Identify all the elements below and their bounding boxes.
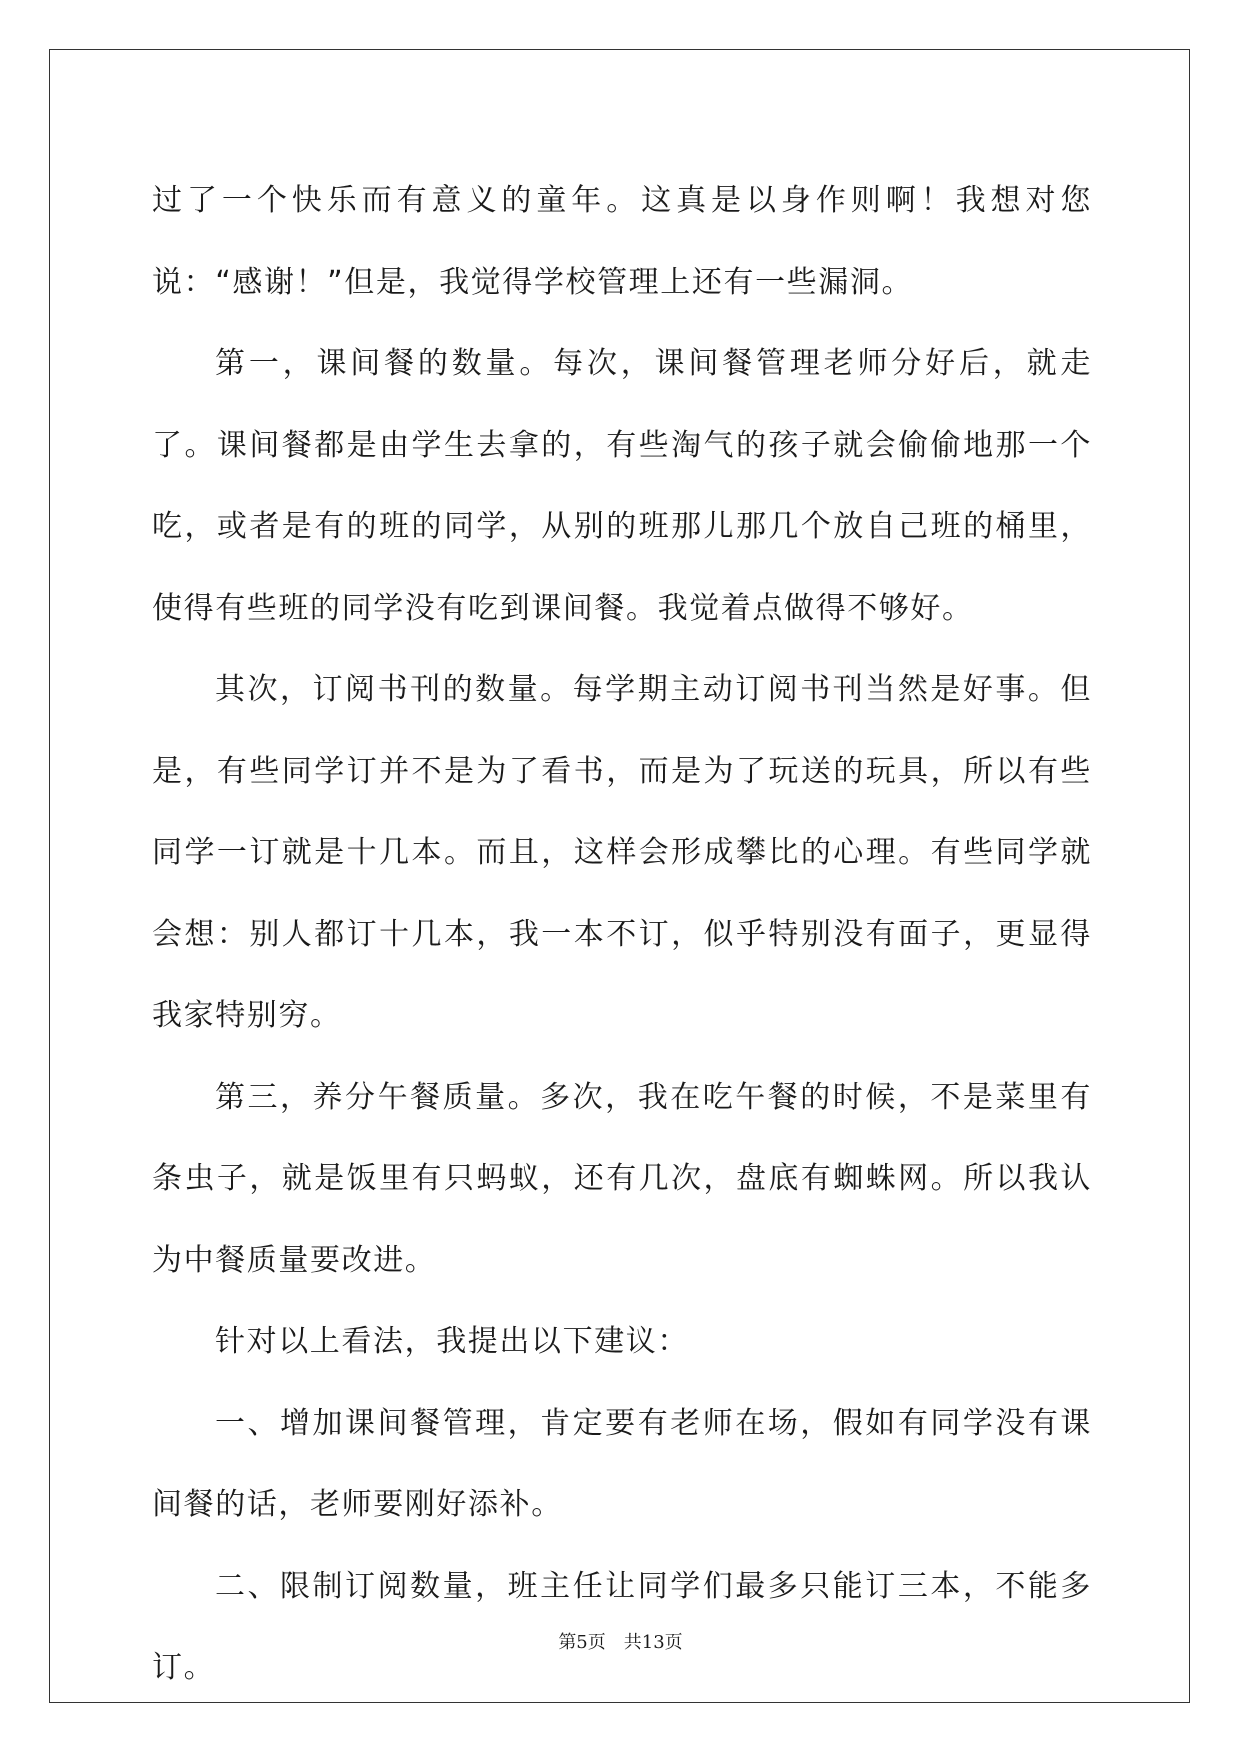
paragraph-6: 一、增加课间餐管理，肯定要有老师在场，假如有同学没有课间餐的话，老师要刚好添补。 — [152, 1405, 1092, 1522]
paragraph-7: 二、限制订阅数量，班主任让同学们最多只能订三本，不能多订。 — [152, 1568, 1092, 1685]
page-footer — [0, 1628, 1241, 1654]
paragraph-3: 其次，订阅书刊的数量。每学期主动订阅书刊当然是好事。但是，有些同学订并不是为了看书，而是为了玩送的玩具，所以有些同学一订就是十几本。而且，这样会形成攀比的心理。有些同学就会想：别人都订十几本，我一本不订，似乎特别没有面子，更显得我家特别穷。 — [152, 672, 1092, 1033]
page-number: 第5页 — [558, 1632, 606, 1653]
paragraph-5: 针对以上看法，我提出以下建议： — [215, 1324, 689, 1359]
paragraph-1: 过了一个快乐而有意义的童年。这真是以身作则啊！我想对您说：“感谢！”但是，我觉得学校管理上还有一些漏洞。 — [152, 183, 1092, 300]
paragraph-2: 第一，课间餐的数量。每次，课间餐管理老师分好后，就走了。课间餐都是由学生去拿的，有些淘气的孩子就会偷偷地那一个吃，或者是有的班的同学，从别的班那儿那几个放自己班的桶里，使得有些班的同学没有吃到课间餐。我觉着点做得不够好。 — [152, 346, 1092, 626]
page-total: 共13页 — [623, 1632, 683, 1653]
document-body — [152, 160, 1092, 1709]
paragraph-4: 第三，养分午餐质量。多次，我在吃午餐的时候，不是菜里有条虫子，就是饭里有只蚂蚁，还有几次，盘底有蜘蛛网。所以我认为中餐质量要改进。 — [152, 1079, 1092, 1278]
